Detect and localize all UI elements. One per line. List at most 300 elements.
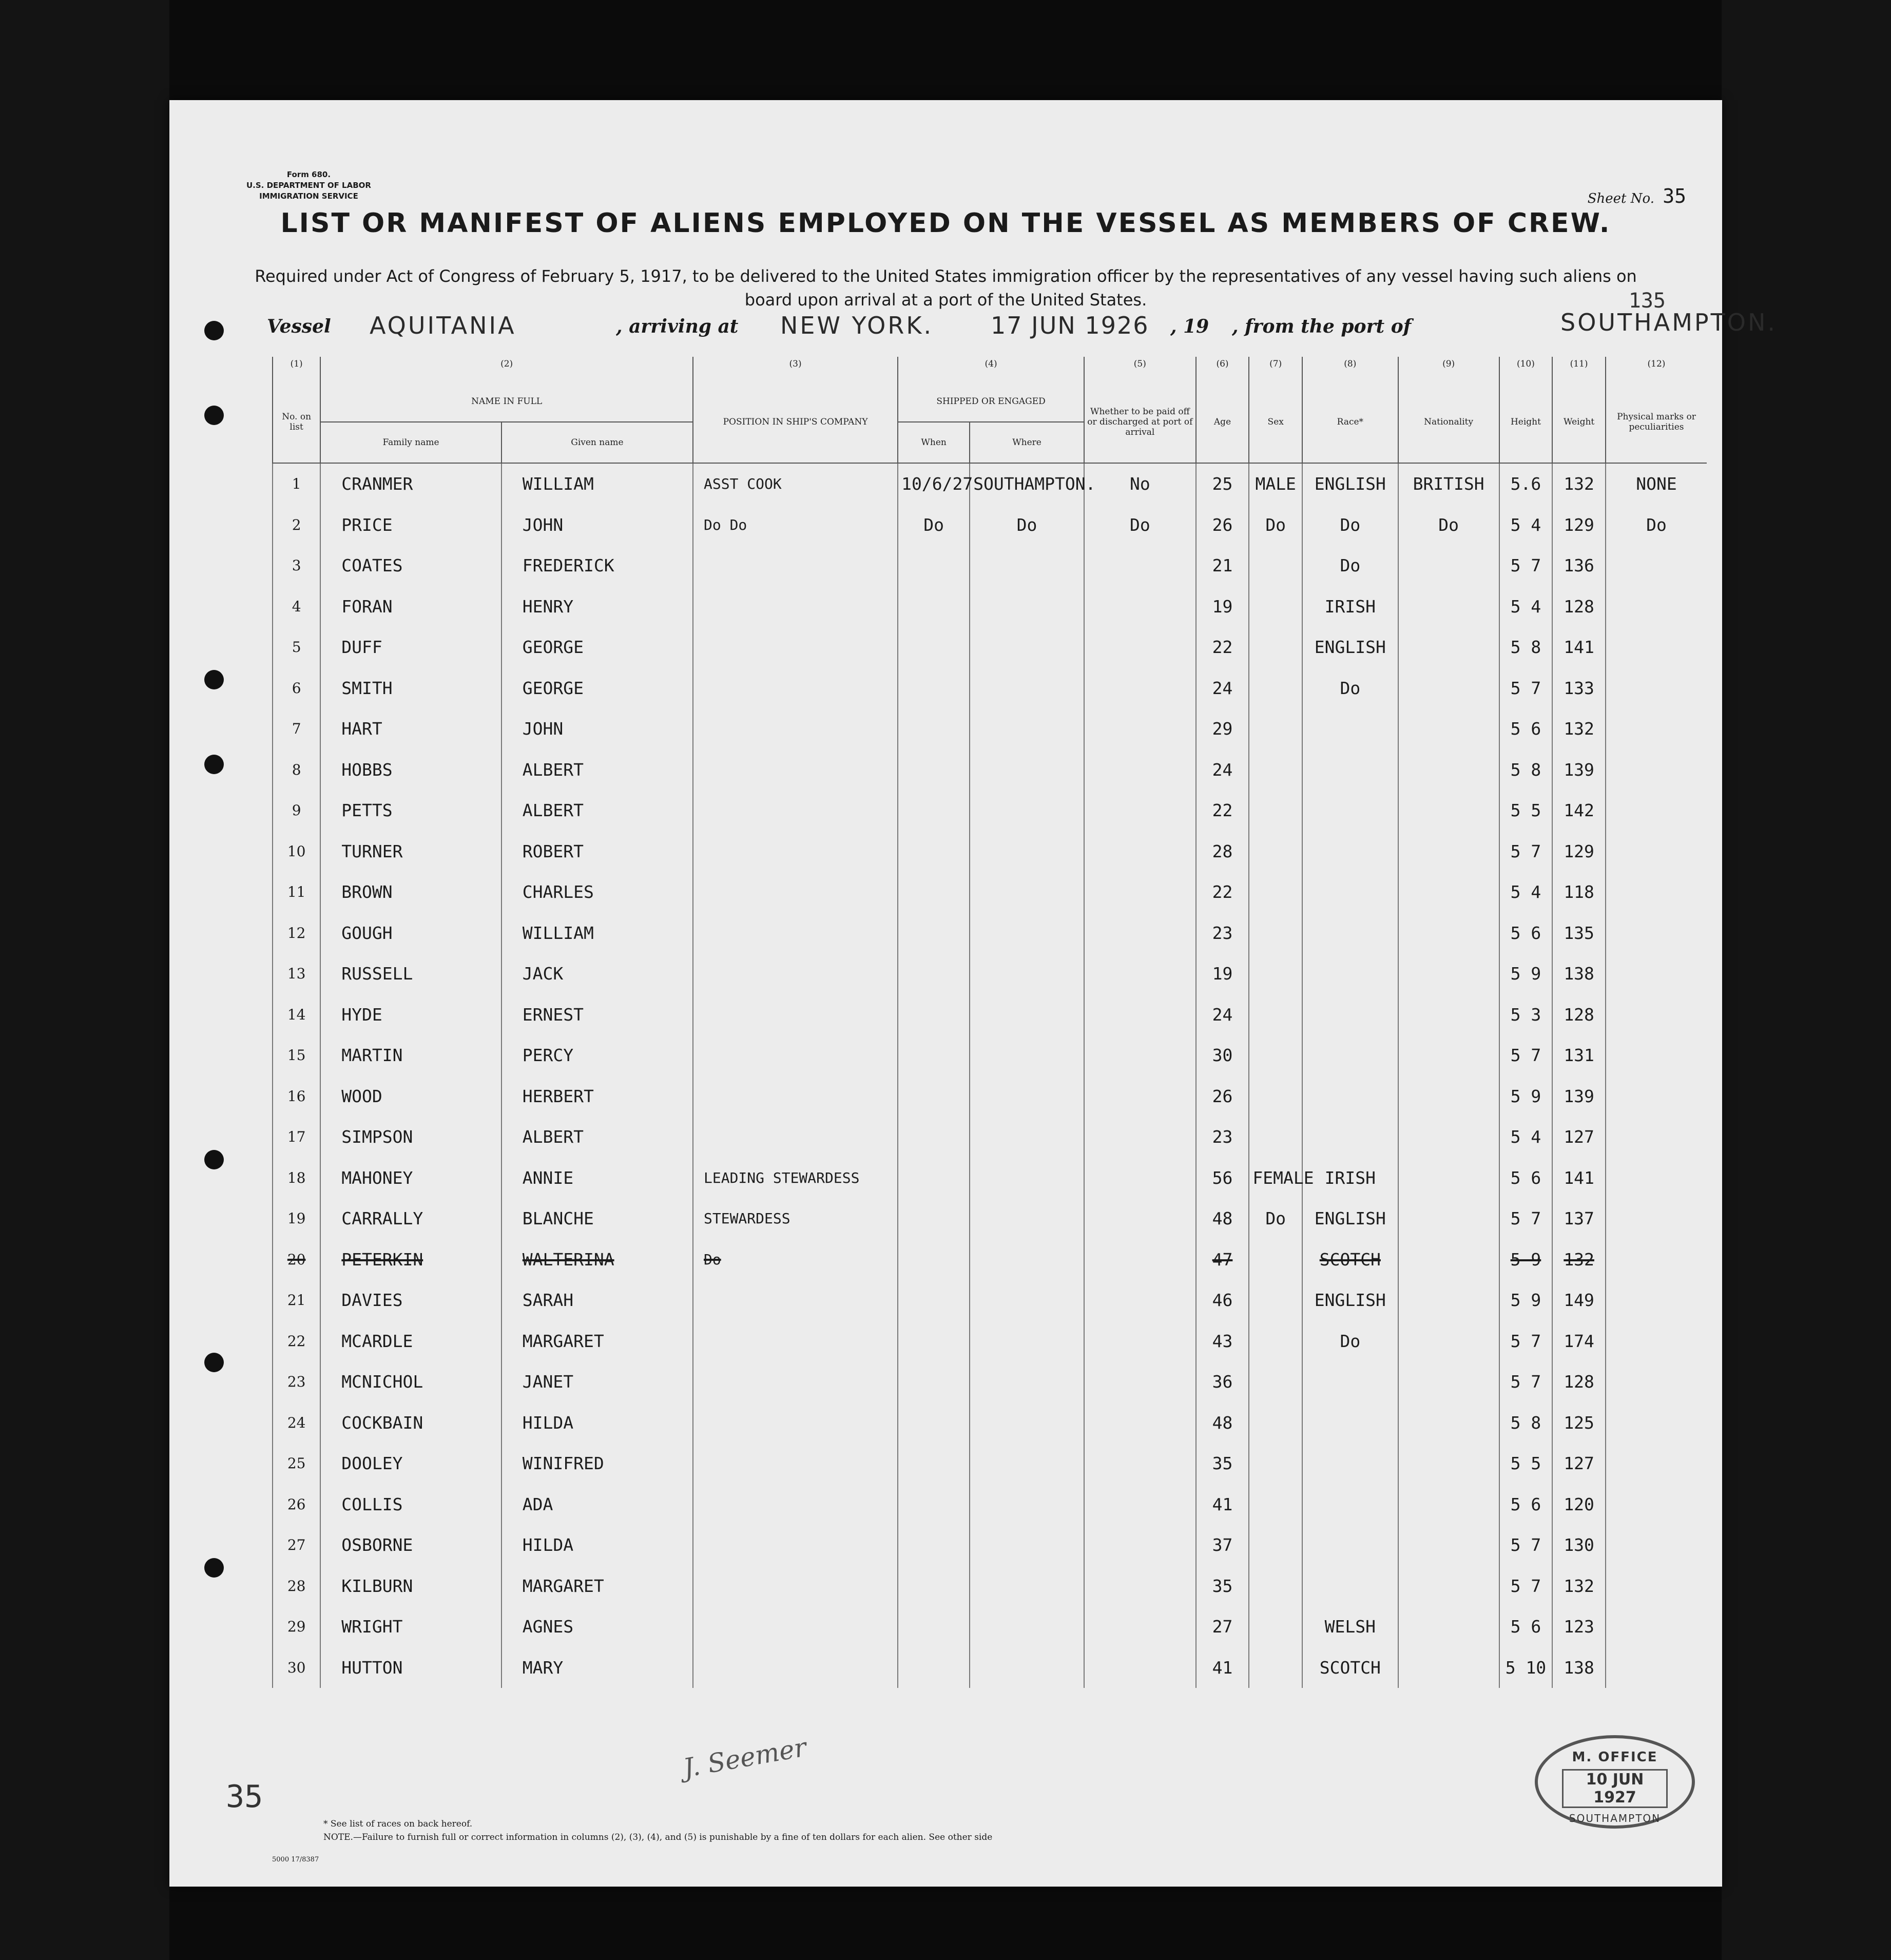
position-cell xyxy=(693,1321,898,1362)
height-cell: 5 6 xyxy=(1499,708,1553,750)
col12-number: (12) xyxy=(1606,357,1707,381)
paid-off-cell xyxy=(1084,1525,1196,1566)
table-row xyxy=(273,1443,1707,1484)
paid-off-cell xyxy=(1084,1035,1196,1076)
nationality-cell xyxy=(1398,1606,1499,1647)
table-row xyxy=(273,831,1707,872)
col10-number: (10) xyxy=(1499,357,1553,381)
paid-off-cell xyxy=(1084,1076,1196,1117)
family-name-cell: MARTIN xyxy=(320,1035,501,1076)
given-name-cell: JANET xyxy=(501,1361,693,1402)
family-name-cell: DOOLEY xyxy=(320,1443,501,1484)
col9-header: Nationality xyxy=(1398,381,1499,463)
nationality-cell xyxy=(1398,1443,1499,1484)
paid-off-cell xyxy=(1084,1484,1196,1525)
race-cell: IRISH xyxy=(1302,586,1398,627)
sex-cell: MALE xyxy=(1249,463,1302,505)
shipped-when-cell xyxy=(898,1239,970,1280)
weight-cell: 149 xyxy=(1552,1280,1606,1321)
table-row xyxy=(273,1280,1707,1321)
sex-cell xyxy=(1249,708,1302,750)
col2-number: (2) xyxy=(320,357,693,381)
sex-cell xyxy=(1249,1280,1302,1321)
race-cell: Do xyxy=(1302,668,1398,709)
vessel-name: AQUITANIA xyxy=(370,312,516,339)
weight-cell: 141 xyxy=(1552,1158,1606,1199)
paid-off-cell xyxy=(1084,668,1196,709)
physical-marks-cell xyxy=(1606,1361,1707,1402)
weight-cell: 132 xyxy=(1552,1566,1606,1607)
physical-marks-cell xyxy=(1606,1566,1707,1607)
weight-cell: 129 xyxy=(1552,505,1606,546)
col1-header: No. on list xyxy=(273,381,320,463)
col7-header: Sex xyxy=(1249,381,1302,463)
height-cell: 5 7 xyxy=(1499,1566,1553,1607)
weight-cell: 127 xyxy=(1552,1443,1606,1484)
nationality-cell xyxy=(1398,627,1499,668)
weight-cell: 118 xyxy=(1552,872,1606,913)
age-cell: 48 xyxy=(1196,1198,1249,1239)
nationality-cell xyxy=(1398,790,1499,831)
age-cell: 21 xyxy=(1196,545,1249,586)
shipped-when-cell xyxy=(898,1198,970,1239)
row-number-cell: 26 xyxy=(273,1484,320,1525)
family-name-cell: GOUGH xyxy=(320,913,501,954)
given-name-cell: ADA xyxy=(501,1484,693,1525)
paid-off-cell xyxy=(1084,545,1196,586)
nationality-cell: Do xyxy=(1398,505,1499,546)
weight-cell: 129 xyxy=(1552,831,1606,872)
family-name-cell: OSBORNE xyxy=(320,1525,501,1566)
position-cell: STEWARDESS xyxy=(693,1198,898,1239)
height-cell: 5 9 xyxy=(1499,1280,1553,1321)
shipped-where-cell xyxy=(970,1402,1084,1444)
shipped-when-cell xyxy=(898,1443,970,1484)
department-name: U.S. DEPARTMENT OF LABOR xyxy=(246,181,371,190)
physical-marks-cell: NONE xyxy=(1606,463,1707,505)
table-row xyxy=(273,913,1707,954)
family-name-cell: DAVIES xyxy=(320,1280,501,1321)
physical-marks-cell: Do xyxy=(1606,505,1707,546)
handwritten-sheet-number: 35 xyxy=(226,1779,263,1815)
physical-marks-cell xyxy=(1606,1606,1707,1647)
arriving-label: , arriving at xyxy=(616,316,739,337)
sex-cell xyxy=(1249,1361,1302,1402)
weight-cell: 138 xyxy=(1552,1647,1606,1688)
row-number-cell: 11 xyxy=(273,872,320,913)
weight-cell: 128 xyxy=(1552,1361,1606,1402)
when-header: When xyxy=(898,422,970,463)
shipped-where-cell xyxy=(970,1117,1084,1158)
race-cell: SCOTCH xyxy=(1302,1647,1398,1688)
weight-cell: 174 xyxy=(1552,1321,1606,1362)
family-name-cell: HUTTON xyxy=(320,1647,501,1688)
shipped-when-cell xyxy=(898,1525,970,1566)
race-cell: ENGLISH xyxy=(1302,463,1398,505)
col5-header: Whether to be paid off or discharged at port of arrival xyxy=(1084,381,1196,463)
weight-cell: 135 xyxy=(1552,913,1606,954)
weight-cell: 127 xyxy=(1552,1117,1606,1158)
position-cell xyxy=(693,586,898,627)
physical-marks-cell xyxy=(1606,1525,1707,1566)
age-cell: 35 xyxy=(1196,1566,1249,1607)
given-name-cell: HERBERT xyxy=(501,1076,693,1117)
race-cell xyxy=(1302,831,1398,872)
family-name-cell: RUSSELL xyxy=(320,953,501,994)
physical-marks-cell xyxy=(1606,1158,1707,1199)
given-name-cell: WINIFRED xyxy=(501,1443,693,1484)
physical-marks-cell xyxy=(1606,750,1707,791)
race-cell xyxy=(1302,790,1398,831)
race-cell xyxy=(1302,1361,1398,1402)
given-name-cell: HILDA xyxy=(501,1402,693,1444)
nationality-cell xyxy=(1398,1239,1499,1280)
col3-header: POSITION IN SHIP'S COMPANY xyxy=(693,381,898,463)
family-name-cell: HOBBS xyxy=(320,750,501,791)
shipped-when-cell xyxy=(898,1606,970,1647)
row-number-cell: 29 xyxy=(273,1606,320,1647)
shipped-where-cell xyxy=(970,627,1084,668)
col12-header: Physical marks or peculiarities xyxy=(1606,381,1707,463)
from-port: SOUTHAMPTON. xyxy=(1560,309,1777,336)
sheet-number-label: Sheet No. xyxy=(1587,191,1654,206)
position-cell xyxy=(693,1035,898,1076)
shipped-where-cell xyxy=(970,1484,1084,1525)
given-name-cell: WILLIAM xyxy=(501,463,693,505)
height-cell: 5 8 xyxy=(1499,627,1553,668)
shipped-where-cell xyxy=(970,1566,1084,1607)
row-number-cell: 17 xyxy=(273,1117,320,1158)
shipped-when-cell xyxy=(898,1076,970,1117)
nationality-cell xyxy=(1398,1035,1499,1076)
nationality-cell xyxy=(1398,1158,1499,1199)
row-number-cell: 4 xyxy=(273,586,320,627)
height-cell: 5 7 xyxy=(1499,545,1553,586)
shipped-when-cell xyxy=(898,1117,970,1158)
page-title: LIST OR MANIFEST OF ALIENS EMPLOYED ON THE VESSEL AS MEMBERS OF CREW. xyxy=(280,208,1611,239)
shipped-where-cell xyxy=(970,994,1084,1035)
age-cell: 47 xyxy=(1196,1239,1249,1280)
height-cell: 5 4 xyxy=(1499,1117,1553,1158)
vessel-label: Vessel xyxy=(267,316,331,337)
scan-border-right xyxy=(1722,0,1891,1960)
row-number-cell: 12 xyxy=(273,913,320,954)
penalty-note: NOTE.—Failure to furnish full or correct information in columns (2), (3), (4), and (5) is punishable by a fine of ten dollars for each alien. See other side xyxy=(323,1832,993,1842)
col1-number: (1) xyxy=(273,357,320,381)
row-number-cell: 14 xyxy=(273,994,320,1035)
shipped-when-cell xyxy=(898,913,970,954)
family-name-cell: WOOD xyxy=(320,1076,501,1117)
family-name-cell: PETERKIN xyxy=(320,1239,501,1280)
shipped-when-cell xyxy=(898,1566,970,1607)
table-row xyxy=(273,1566,1707,1607)
punch-hole xyxy=(204,1150,224,1169)
given-name-cell: SARAH xyxy=(501,1280,693,1321)
shipped-where-cell xyxy=(970,1076,1084,1117)
family-name-cell: COCKBAIN xyxy=(320,1402,501,1444)
position-cell xyxy=(693,1361,898,1402)
given-name-cell: WILLIAM xyxy=(501,913,693,954)
shipped-when-cell xyxy=(898,1321,970,1362)
shipped-where-cell: SOUTHAMPTON. xyxy=(970,463,1084,505)
height-cell: 5 7 xyxy=(1499,1198,1553,1239)
paid-off-cell xyxy=(1084,1321,1196,1362)
age-cell: 19 xyxy=(1196,586,1249,627)
sex-cell xyxy=(1249,627,1302,668)
shipped-where-cell xyxy=(970,1525,1084,1566)
given-name-cell: ERNEST xyxy=(501,994,693,1035)
year-label: , 19 xyxy=(1170,316,1209,337)
sex-cell xyxy=(1249,1647,1302,1688)
shipped-where-cell xyxy=(970,1239,1084,1280)
table-row xyxy=(273,463,1707,505)
weight-cell: 137 xyxy=(1552,1198,1606,1239)
sex-cell: Do xyxy=(1249,1198,1302,1239)
physical-marks-cell xyxy=(1606,1239,1707,1280)
sex-cell xyxy=(1249,1606,1302,1647)
scan-border-left xyxy=(0,0,169,1960)
weight-cell: 131 xyxy=(1552,1035,1606,1076)
position-cell: ASST COOK xyxy=(693,463,898,505)
physical-marks-cell xyxy=(1606,1035,1707,1076)
sex-cell xyxy=(1249,790,1302,831)
weight-cell: 132 xyxy=(1552,1239,1606,1280)
shipped-when-cell xyxy=(898,545,970,586)
sex-cell xyxy=(1249,668,1302,709)
race-cell xyxy=(1302,994,1398,1035)
service-name: IMMIGRATION SERVICE xyxy=(259,191,358,201)
race-cell xyxy=(1302,1525,1398,1566)
from-port-label: , from the port of xyxy=(1232,316,1412,337)
row-number-cell: 5 xyxy=(273,627,320,668)
age-cell: 46 xyxy=(1196,1280,1249,1321)
vessel-line xyxy=(267,309,1777,352)
table-row xyxy=(273,627,1707,668)
position-cell xyxy=(693,790,898,831)
row-number-cell: 25 xyxy=(273,1443,320,1484)
row-number-cell: 6 xyxy=(273,668,320,709)
shipped-when-cell xyxy=(898,1647,970,1688)
sex-cell: FEMALE xyxy=(1249,1158,1302,1199)
given-name-cell: JOHN xyxy=(501,505,693,546)
family-name-cell: MCNICHOL xyxy=(320,1361,501,1402)
paid-off-cell xyxy=(1084,1239,1196,1280)
paid-off-cell xyxy=(1084,750,1196,791)
given-name-cell: GEORGE xyxy=(501,627,693,668)
age-cell: 35 xyxy=(1196,1443,1249,1484)
shipped-when-cell xyxy=(898,1158,970,1199)
family-name-cell: FORAN xyxy=(320,586,501,627)
col9-number: (9) xyxy=(1398,357,1499,381)
physical-marks-cell xyxy=(1606,994,1707,1035)
weight-cell: 132 xyxy=(1552,463,1606,505)
weight-cell: 130 xyxy=(1552,1525,1606,1566)
family-name-cell: PETTS xyxy=(320,790,501,831)
shipped-where-cell xyxy=(970,953,1084,994)
age-cell: 41 xyxy=(1196,1484,1249,1525)
height-cell: 5 4 xyxy=(1499,505,1553,546)
table-row xyxy=(273,1321,1707,1362)
physical-marks-cell xyxy=(1606,1198,1707,1239)
weight-cell: 141 xyxy=(1552,627,1606,668)
given-name-cell: ROBERT xyxy=(501,831,693,872)
position-cell xyxy=(693,1402,898,1444)
height-cell: 5 7 xyxy=(1499,831,1553,872)
physical-marks-cell xyxy=(1606,1402,1707,1444)
signature: J. Seemer xyxy=(681,1732,809,1783)
race-cell xyxy=(1302,708,1398,750)
height-cell: 5 6 xyxy=(1499,1606,1553,1647)
manifest-sheet xyxy=(169,100,1777,1887)
shipped-when-cell: 10/6/27 xyxy=(898,463,970,505)
shipped-when-cell xyxy=(898,1361,970,1402)
height-cell: 5 6 xyxy=(1499,1484,1553,1525)
given-name-cell: CHARLES xyxy=(501,872,693,913)
shipped-when-cell xyxy=(898,1280,970,1321)
position-cell xyxy=(693,1484,898,1525)
paid-off-cell xyxy=(1084,790,1196,831)
physical-marks-cell xyxy=(1606,831,1707,872)
row-number-cell: 3 xyxy=(273,545,320,586)
physical-marks-cell xyxy=(1606,790,1707,831)
race-cell xyxy=(1302,1076,1398,1117)
form-identifier xyxy=(246,169,371,202)
sheet-number-value: 35 xyxy=(1663,185,1686,207)
age-cell: 24 xyxy=(1196,750,1249,791)
physical-marks-cell xyxy=(1606,708,1707,750)
stamp-office: M. OFFICE xyxy=(1572,1750,1658,1765)
crew-rows xyxy=(273,463,1707,1688)
shipped-where-cell xyxy=(970,1035,1084,1076)
given-name-cell: FREDERICK xyxy=(501,545,693,586)
age-cell: 29 xyxy=(1196,708,1249,750)
paid-off-cell: Do xyxy=(1084,505,1196,546)
sex-cell: Do xyxy=(1249,505,1302,546)
crew-table-wrapper xyxy=(272,357,1707,1835)
age-cell: 19 xyxy=(1196,953,1249,994)
sex-cell xyxy=(1249,1443,1302,1484)
family-name-cell: COLLIS xyxy=(320,1484,501,1525)
physical-marks-cell xyxy=(1606,1484,1707,1525)
paid-off-cell xyxy=(1084,994,1196,1035)
punch-hole xyxy=(204,1558,224,1578)
table-row xyxy=(273,708,1707,750)
shipped-when-cell xyxy=(898,586,970,627)
col4-header: SHIPPED OR ENGAGED xyxy=(898,381,1084,422)
age-cell: 22 xyxy=(1196,790,1249,831)
position-cell xyxy=(693,1443,898,1484)
given-name-cell: MARGARET xyxy=(501,1321,693,1362)
table-row xyxy=(273,586,1707,627)
position-cell xyxy=(693,668,898,709)
paid-off-cell xyxy=(1084,586,1196,627)
physical-marks-cell xyxy=(1606,627,1707,668)
age-cell: 30 xyxy=(1196,1035,1249,1076)
age-cell: 41 xyxy=(1196,1647,1249,1688)
shipped-where-cell xyxy=(970,1158,1084,1199)
height-cell: 5 7 xyxy=(1499,1035,1553,1076)
given-name-cell: JOHN xyxy=(501,708,693,750)
race-cell: WELSH xyxy=(1302,1606,1398,1647)
shipped-where-cell xyxy=(970,1361,1084,1402)
shipped-where-cell xyxy=(970,1443,1084,1484)
form-number: Form 680. xyxy=(286,170,331,179)
race-cell: IRISH xyxy=(1302,1158,1398,1199)
race-cell: Do xyxy=(1302,505,1398,546)
row-number-cell: 10 xyxy=(273,831,320,872)
shipped-where-cell xyxy=(970,1198,1084,1239)
footer-notes xyxy=(267,1817,992,1844)
races-note: * See list of races on back hereof. xyxy=(323,1819,473,1829)
race-cell xyxy=(1302,1443,1398,1484)
handwritten-corner-number: 135 xyxy=(1628,289,1666,313)
row-number-cell: 2 xyxy=(273,505,320,546)
print-code: 5000 17/8387 xyxy=(272,1856,319,1863)
table-row xyxy=(273,505,1707,546)
nationality-cell xyxy=(1398,1484,1499,1525)
height-cell: 5 7 xyxy=(1499,1361,1553,1402)
row-number-cell: 18 xyxy=(273,1158,320,1199)
row-number-cell: 9 xyxy=(273,790,320,831)
height-cell: 5 6 xyxy=(1499,913,1553,954)
nationality-cell xyxy=(1398,1117,1499,1158)
physical-marks-cell xyxy=(1606,913,1707,954)
punch-hole xyxy=(204,670,224,689)
physical-marks-cell xyxy=(1606,953,1707,994)
given-name-cell: GEORGE xyxy=(501,668,693,709)
table-row xyxy=(273,1035,1707,1076)
row-number-cell: 23 xyxy=(273,1361,320,1402)
nationality-cell xyxy=(1398,994,1499,1035)
race-cell: ENGLISH xyxy=(1302,1198,1398,1239)
paid-off-cell xyxy=(1084,627,1196,668)
given-name-cell: ALBERT xyxy=(501,1117,693,1158)
age-cell: 26 xyxy=(1196,1076,1249,1117)
paid-off-cell xyxy=(1084,1647,1196,1688)
family-name-cell: PRICE xyxy=(320,505,501,546)
sex-cell xyxy=(1249,1484,1302,1525)
row-number-cell: 27 xyxy=(273,1525,320,1566)
family-name-cell: DUFF xyxy=(320,627,501,668)
position-cell: Do xyxy=(693,1239,898,1280)
col8-header: Race* xyxy=(1302,381,1398,463)
position-cell: LEADING STEWARDESS xyxy=(693,1158,898,1199)
shipped-where-cell xyxy=(970,1606,1084,1647)
position-cell xyxy=(693,627,898,668)
shipped-where-cell xyxy=(970,790,1084,831)
position-cell xyxy=(693,1566,898,1607)
position-cell xyxy=(693,708,898,750)
table-row xyxy=(273,545,1707,586)
paid-off-cell xyxy=(1084,953,1196,994)
sex-cell xyxy=(1249,750,1302,791)
family-name-cell: MCARDLE xyxy=(320,1321,501,1362)
sex-cell xyxy=(1249,1525,1302,1566)
table-row xyxy=(273,872,1707,913)
race-cell: Do xyxy=(1302,1321,1398,1362)
paid-off-cell xyxy=(1084,1280,1196,1321)
row-number-cell: 22 xyxy=(273,1321,320,1362)
paid-off-cell xyxy=(1084,1566,1196,1607)
sex-cell xyxy=(1249,1566,1302,1607)
shipped-when-cell xyxy=(898,790,970,831)
weight-cell: 142 xyxy=(1552,790,1606,831)
shipped-when-cell xyxy=(898,872,970,913)
family-name-cell: MAHONEY xyxy=(320,1158,501,1199)
paid-off-cell xyxy=(1084,1158,1196,1199)
page-subtitle: Required under Act of Congress of February 5, 1917, to be delivered to the United States immigration officer by the representatives of any vessel having such aliens on board upon arrival at a port of the United States. xyxy=(255,266,1637,310)
race-cell xyxy=(1302,872,1398,913)
